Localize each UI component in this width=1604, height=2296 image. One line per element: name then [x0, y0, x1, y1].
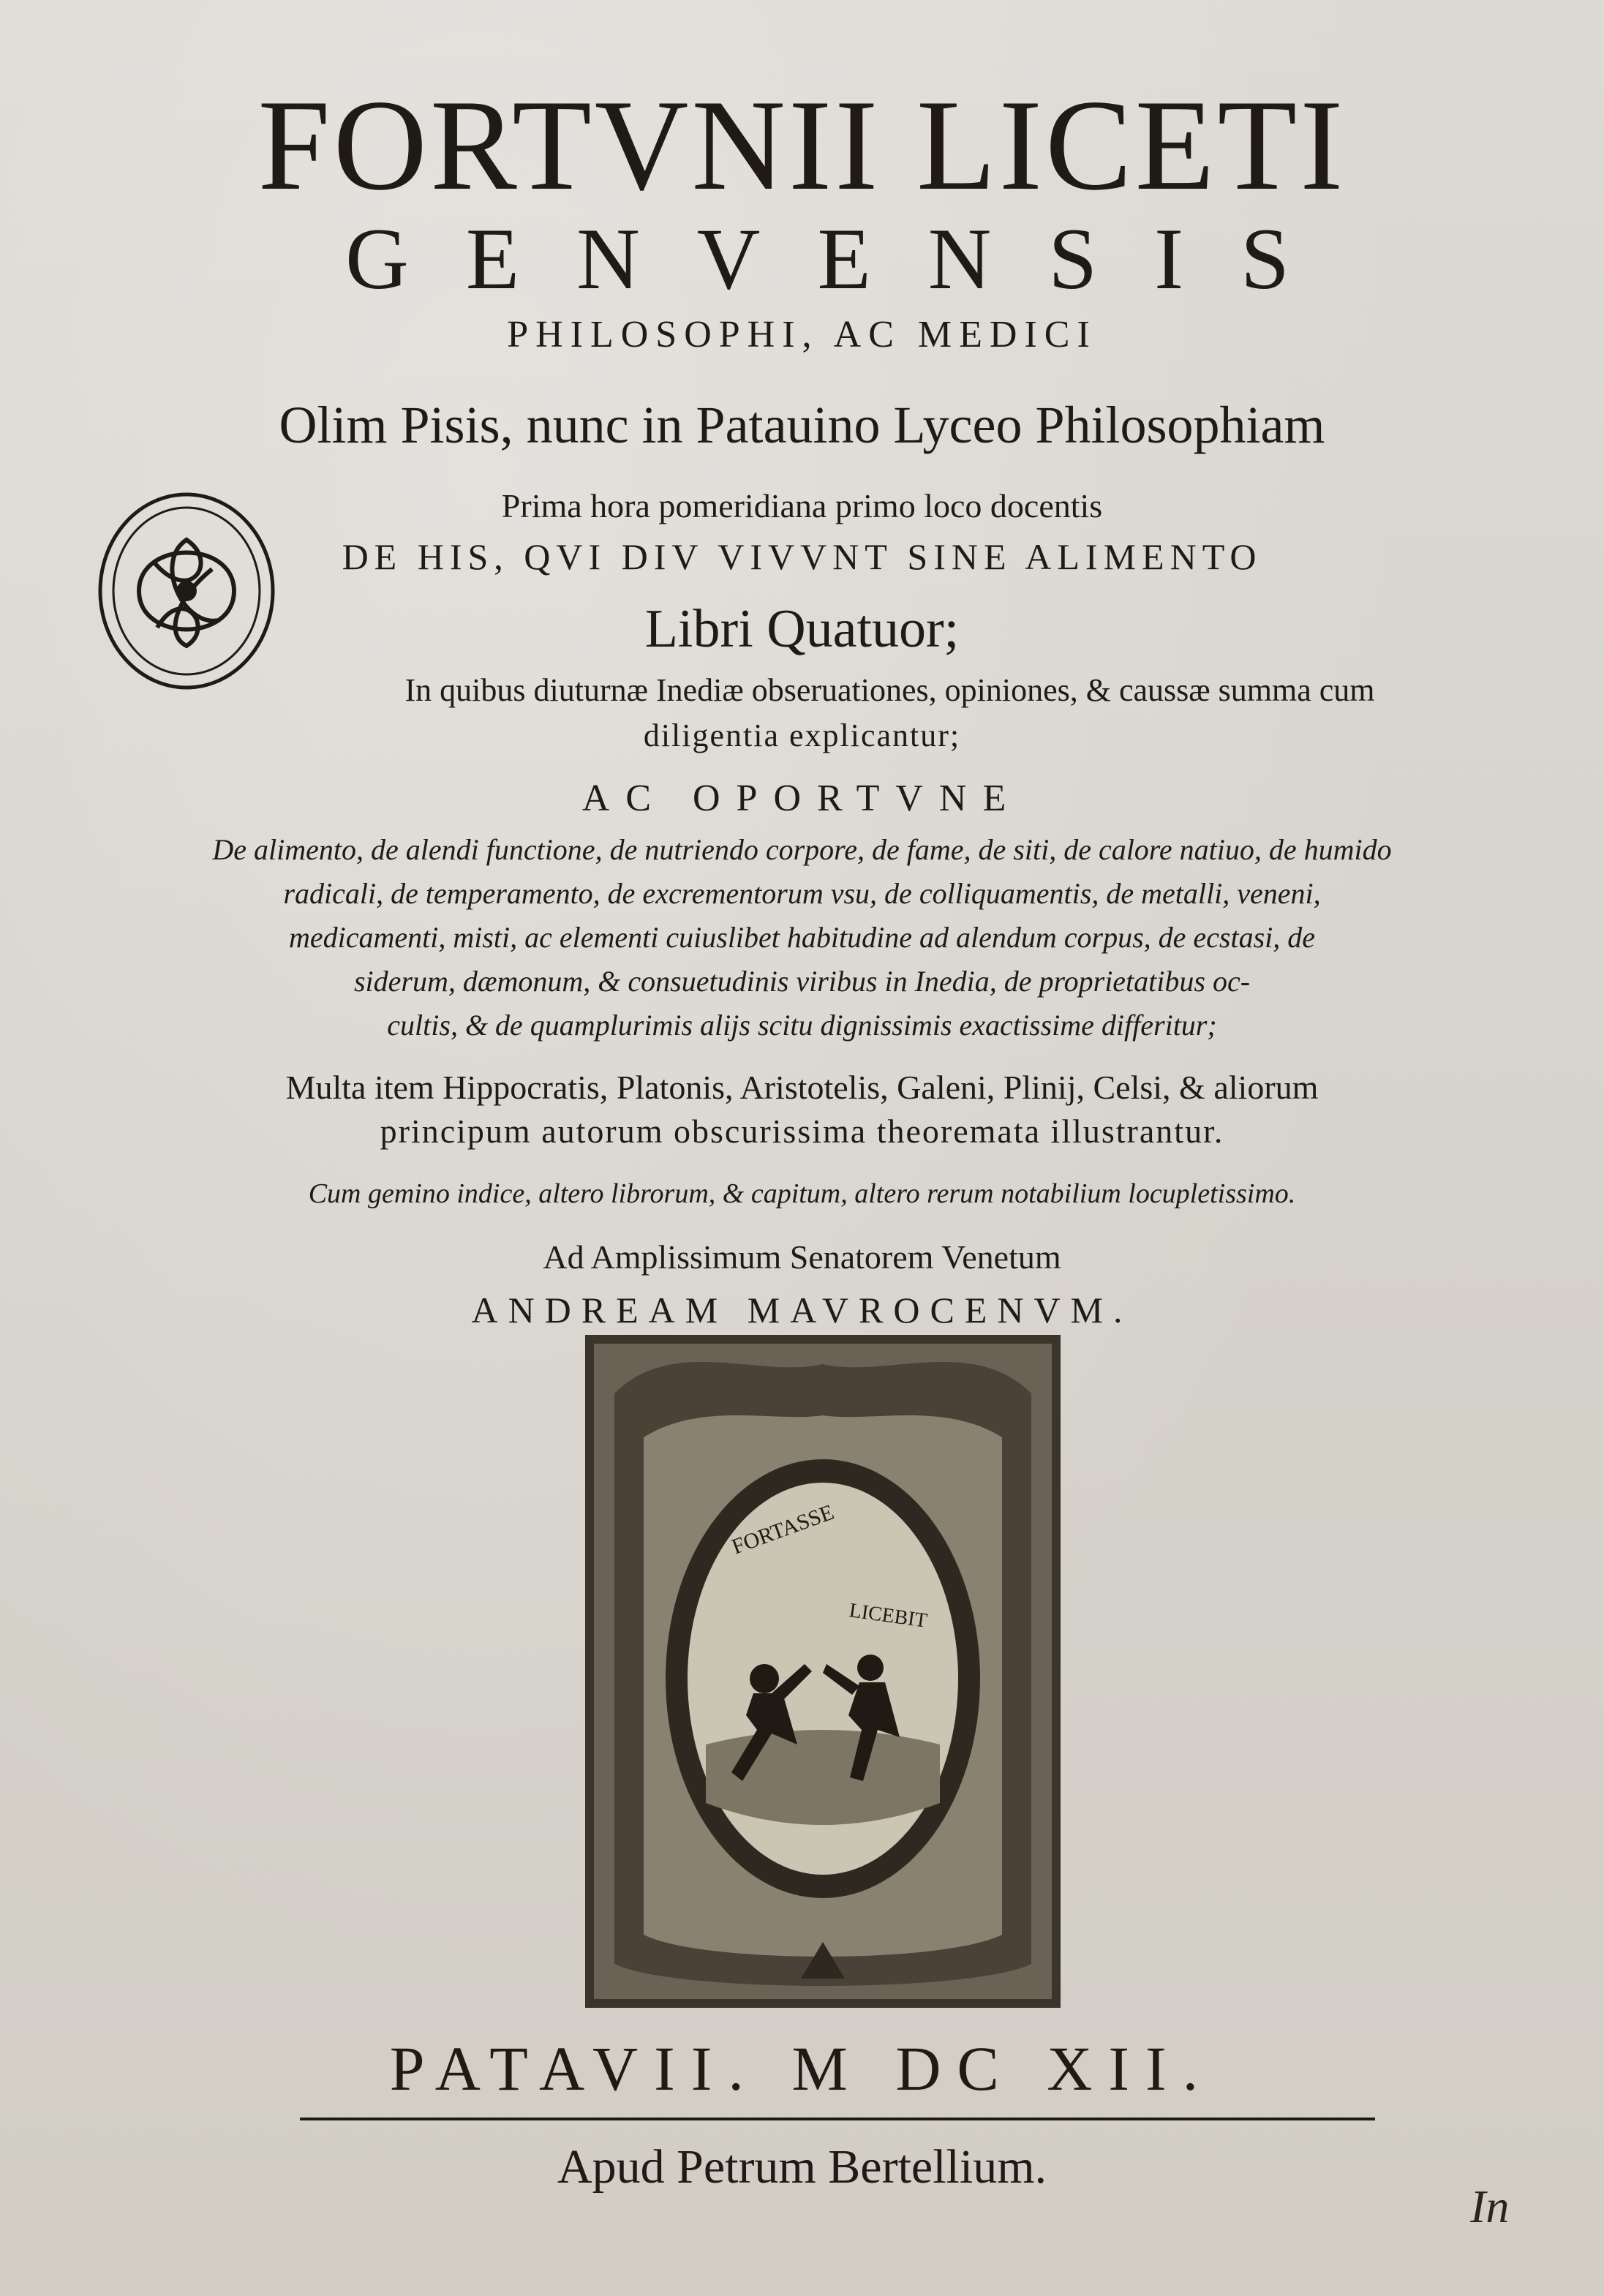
description-line-2: diligentia explicantur;: [643, 718, 961, 753]
book-subject: DE HIS, QVI DIV VIVVNT SINE ALIMENTO: [342, 536, 1262, 577]
dedication-line-1: Ad Amplissimum Senatorem Venetum: [543, 1238, 1061, 1276]
ac-oportune-heading: AC OPORTVNE: [581, 778, 1023, 819]
printers-device: [585, 1335, 1061, 2008]
author-profession: PHILOSOPHI, AC MEDICI: [507, 314, 1097, 355]
device-motto-1: FORTASSE: [728, 1499, 837, 1559]
imprint-rule: [300, 2118, 1375, 2120]
dedication-line-2: ANDREAM MAVROCENVM.: [471, 1290, 1133, 1330]
teaching-hour: Prima hora pomeridiana primo loco docentis: [501, 487, 1103, 524]
book-count: Libri Quatuor;: [644, 599, 960, 659]
device-motto-2: LICEBIT: [848, 1599, 929, 1633]
topics-line-3: medicamenti, misti, ac elementi cuiuslibet habitudine ad alendum corpus, de ecstasi, de: [288, 921, 1316, 954]
topics-line-5: cultis, & de quamplurimis alijs scitu dignissimis exactissime differitur;: [387, 1009, 1217, 1042]
author-origin: GENVENSIS: [345, 210, 1347, 307]
author-name: FORTVNII LICETI: [257, 72, 1347, 217]
index-note: Cum gemino indice, altero librorum, & capitum, altero rerum notabilium locupletissimo.: [308, 1178, 1296, 1209]
topics-line-1: De alimento, de alendi functione, de nutriendo corpore, de fame, de siti, de calore natiuo, de humido: [212, 833, 1392, 866]
topics-line-4: siderum, dæmonum, & consuetudinis viribus in Inedia, de proprietatibus oc-: [353, 965, 1251, 998]
author-position: Olim Pisis, nunc in Patauino Lyceo Philosophiam: [279, 396, 1325, 454]
description-line-1: In quibus diuturnæ Inediæ obseruationes, opiniones, & caussæ summa cum: [404, 672, 1375, 708]
authorities-line-1: Multa item Hippocratis, Platonis, Aristotelis, Galeni, Plinij, Celsi, & aliorum: [285, 1069, 1319, 1106]
imprint-place-date: PATAVII. M DC XII.: [389, 2033, 1215, 2104]
authorities-line-2: principum autorum obscurissima theoremata illustrantur.: [380, 1113, 1224, 1150]
margin-annotation: In: [1470, 2180, 1510, 2232]
topics-line-2: radicali, de temperamento, de excrementorum vsu, de colliquamentis, de metalli, veneni,: [283, 877, 1321, 910]
printer-name: Apud Petrum Bertellium.: [557, 2140, 1047, 2194]
